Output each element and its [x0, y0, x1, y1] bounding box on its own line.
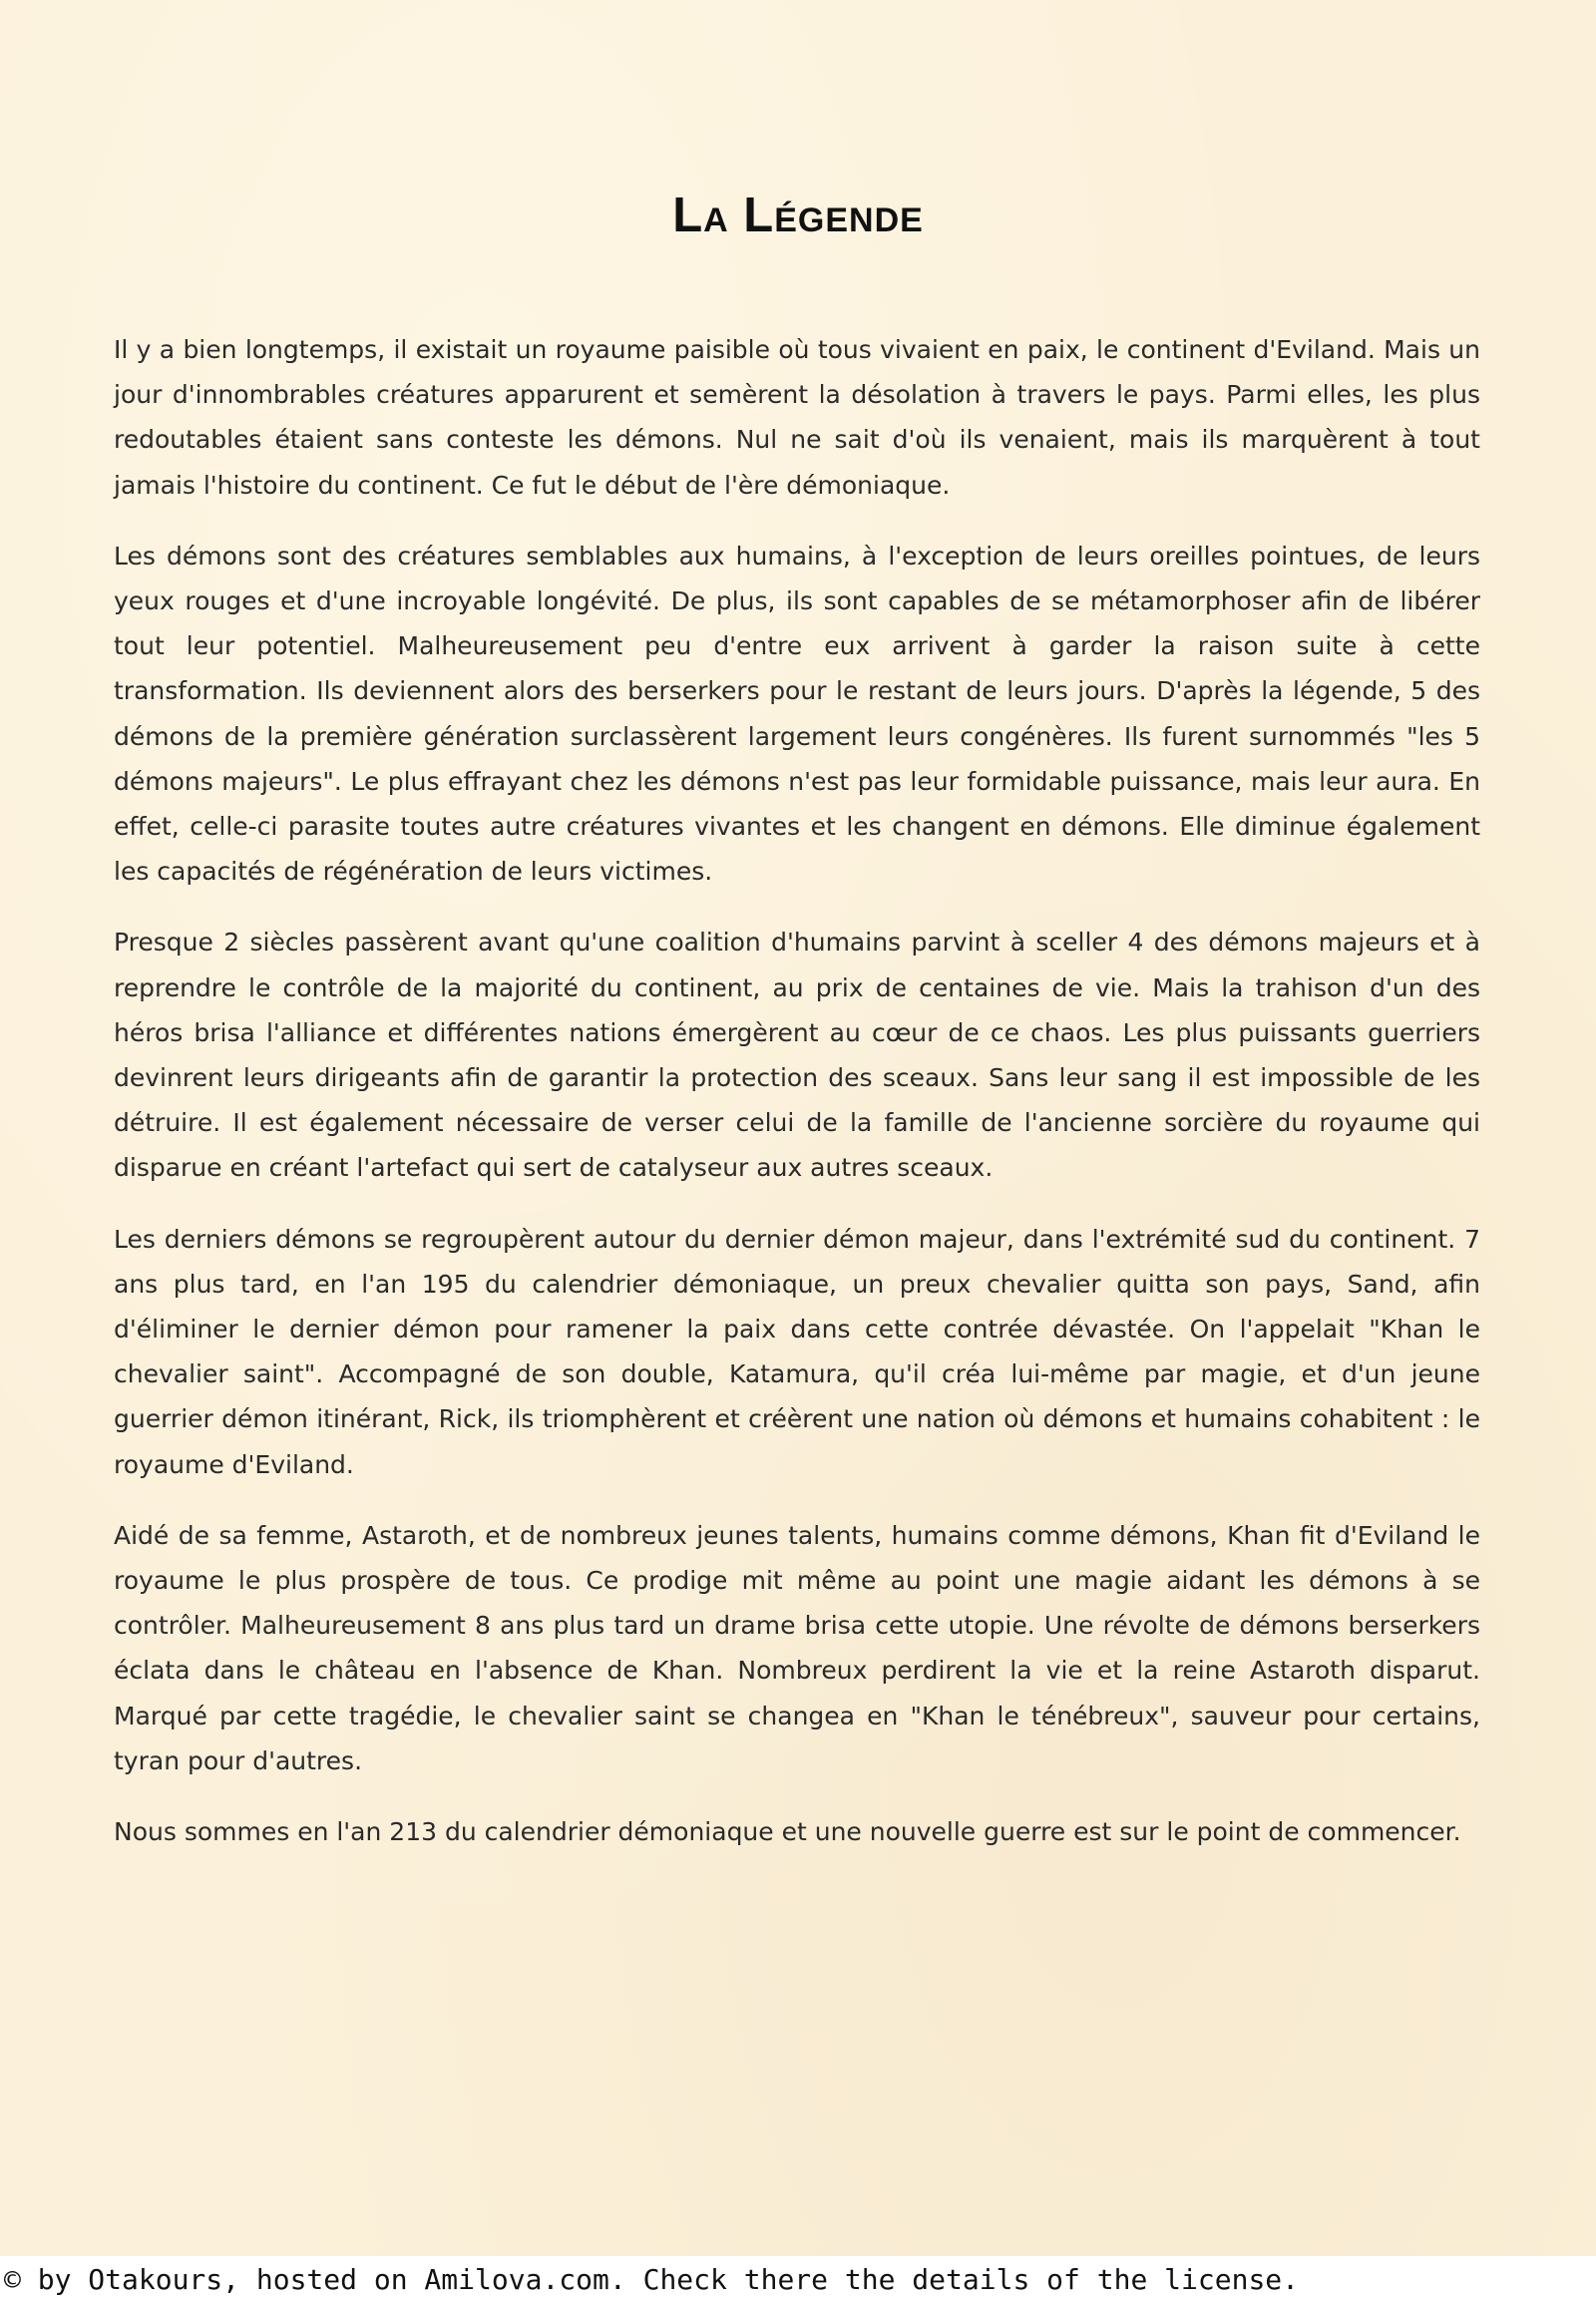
paragraph-2: Les démons sont des créatures semblables aux humains, à l'exception de leurs oreilles pointues, de leurs yeux rouges et d'une incroyable longévité. De plus, ils sont capables de se métamorphoser afin de libérer tout leur potentiel. Malheureusement peu d'entre eux arrivent à garder la raison suite à cette transformation. Ils deviennent alors des berserkers pour le restant de leurs jours. D'après la légende, 5 des démons de la première génération surclassèrent largement leurs congénères. Ils furent surnommés "les 5 démons majeurs". Le plus effrayant chez les démons n'est pas leur formidable puissance, mais leur aura. En effet, celle-ci parasite toutes autre créatures vivantes et les changent en démons. Elle diminue également les capacités de régénération de leurs victimes.: [114, 541, 1480, 887]
paragraph-4: Les derniers démons se regroupèrent autour du dernier démon majeur, dans l'extrémité sud du continent. 7 ans plus tard, en l'an 195 du calendrier démoniaque, un preux chevalier quitta son pays, Sand, afin d'éliminer le dernier démon pour ramener la paix dans cette contrée dévastée. On l'appelait "Khan le chevalier saint". Accompagné de son double, Katamura, qu'il créa lui-même par magie, et d'un jeune guerrier démon itinérant, Rick, ils triomphèrent et créèrent une nation où démons et humains cohabitent : le royaume d'Eviland.: [114, 1224, 1480, 1479]
paragraph-1: Il y a bien longtemps, il existait un royaume paisible où tous vivaient en paix, le continent d'Eviland. Mais un jour d'innombrables créatures apparurent et semèrent la désolation à travers le pays. Parmi elles, les plus redoutables étaient sans conteste les démons. Nul ne sait d'où ils venaient, mais ils marquèrent à tout jamais l'histoire du continent. Ce fut le début de l'ère démoniaque.: [114, 335, 1480, 500]
license-footer: © by Otakours, hosted on Amilova.com. Check there the details of the license.: [0, 2256, 1596, 2304]
paragraph-6: Nous sommes en l'an 213 du calendrier démoniaque et une nouvelle guerre est sur le point de commencer.: [114, 1817, 1461, 1847]
page-title: La Légende: [672, 189, 924, 242]
story-body: [114, 327, 1480, 1880]
paragraph-3: Presque 2 siècles passèrent avant qu'une coalition d'humains parvint à sceller 4 des démons majeurs et à reprendre le contrôle de la majorité du continent, au prix de centaines de vie. Mais la trahison d'un des héros brisa l'alliance et différentes nations émergèrent au cœur de ce chaos. Les plus puissants guerriers devinrent leurs dirigeants afin de garantir la protection des sceaux. Sans leur sang il est impossible de les détruire. Il est également nécessaire de verser celui de la famille de l'ancienne sorcière du royaume qui disparue en créant l'artefact qui sert de catalyseur aux autres sceaux.: [114, 928, 1480, 1183]
paragraph-5: Aidé de sa femme, Astaroth, et de nombreux jeunes talents, humains comme démons, Khan fit d'Eviland le royaume le plus prospère de tous. Ce prodige mit même au point une magie aidant les démons à se contrôler. Malheureusement 8 ans plus tard un drame brisa cette utopie. Une révolte de démons berserkers éclata dans le château en l'absence de Khan. Nombreux perdirent la vie et la reine Astaroth disparut. Marqué par cette tragédie, le chevalier saint se changea en "Khan le ténébreux", sauveur pour certains, tyran pour d'autres.: [114, 1520, 1480, 1775]
